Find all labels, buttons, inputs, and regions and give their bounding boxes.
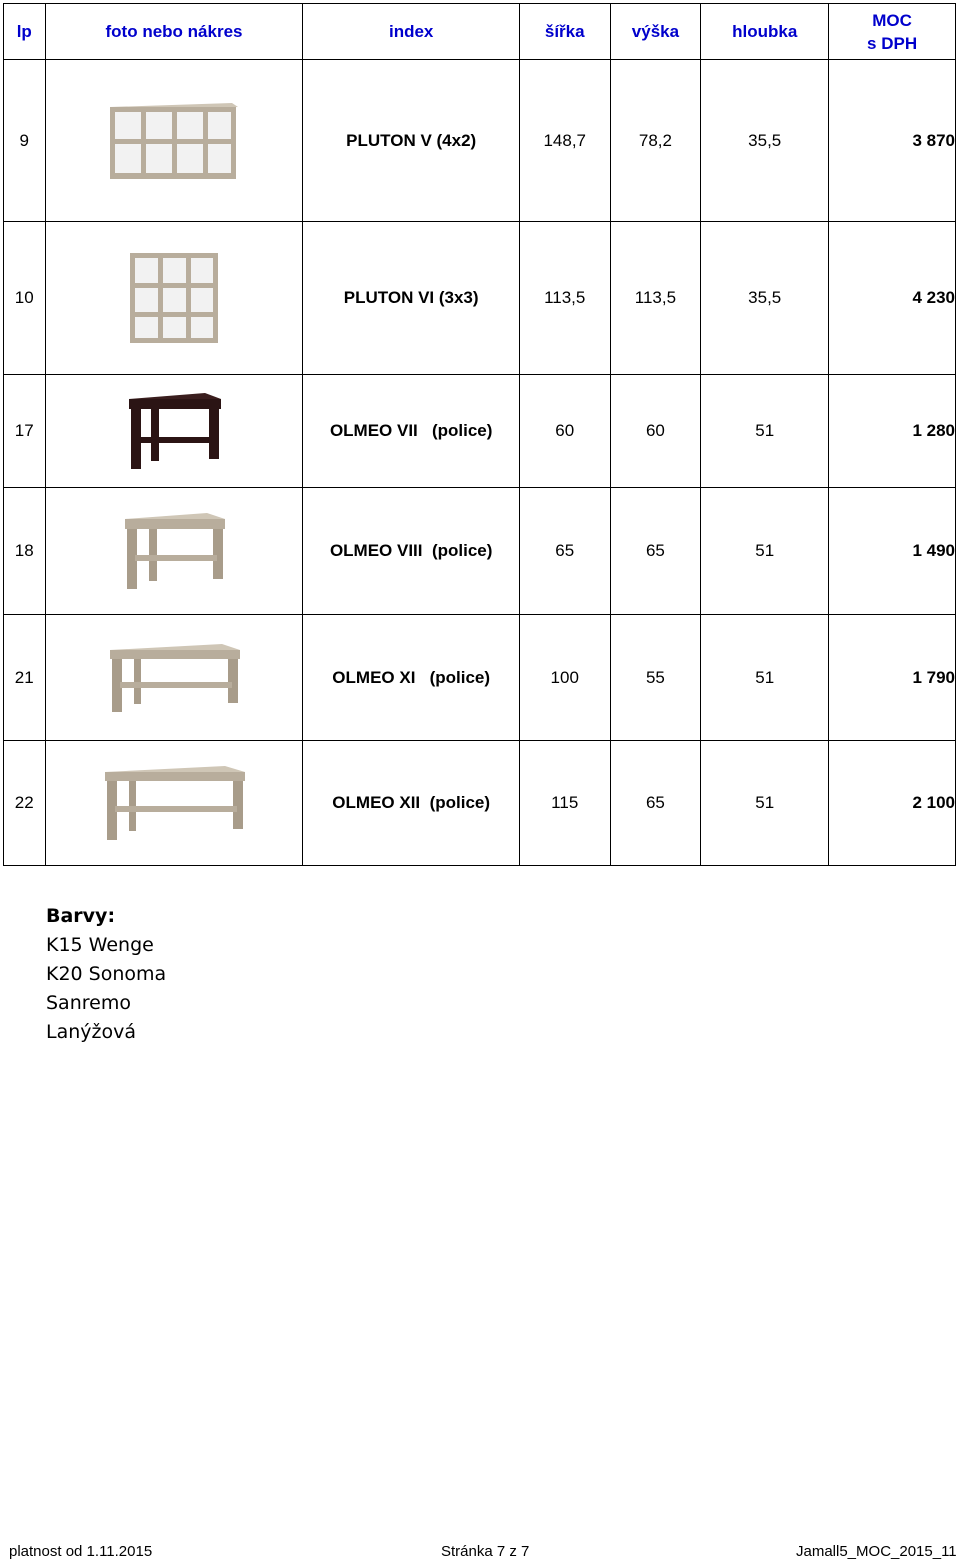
table-row bbox=[4, 375, 956, 488]
index-name: OLMEO XI bbox=[332, 667, 416, 687]
index-name: OLMEO XII bbox=[332, 793, 421, 812]
header-row bbox=[4, 4, 956, 60]
sonoma-coffee-table-icon bbox=[106, 642, 242, 714]
index-suffix: (police) bbox=[431, 541, 493, 560]
cell-lp: 17 bbox=[4, 375, 46, 488]
colors-heading: Barvy: bbox=[46, 905, 116, 927]
cell-index bbox=[303, 488, 519, 615]
cell-lp: 18 bbox=[4, 488, 46, 615]
index-name: OLMEO VII bbox=[329, 421, 418, 440]
cell-width: 115 bbox=[519, 741, 610, 866]
wenge-table-icon bbox=[125, 391, 223, 471]
cell-width: 100 bbox=[519, 615, 610, 741]
cell-depth: 35,5 bbox=[701, 60, 829, 222]
cell-photo bbox=[45, 488, 303, 615]
cell-price: 1 280 bbox=[829, 375, 956, 488]
header-index: index bbox=[303, 4, 519, 60]
cell-lp: 22 bbox=[4, 741, 46, 866]
footer-code: Jamall5_MOC_2015_11 bbox=[796, 1543, 957, 1560]
color-item: Lanýžová bbox=[46, 1021, 136, 1043]
cell-price: 4 230 bbox=[829, 222, 956, 375]
footer-validity: platnost od 1.11.2015 bbox=[9, 1543, 153, 1560]
header-lp: lp bbox=[4, 4, 46, 60]
sonoma-small-table-icon bbox=[121, 511, 227, 591]
header-depth: hloubka bbox=[701, 4, 829, 60]
header-moc bbox=[829, 4, 956, 60]
colors-list bbox=[46, 902, 166, 1047]
cell-index: PLUTON VI (3x3) bbox=[303, 222, 519, 375]
footer-page: Stránka 7 z 7 bbox=[441, 1543, 530, 1560]
shelf-4x2-icon bbox=[108, 101, 240, 181]
color-item: K20 Sonoma bbox=[46, 963, 167, 985]
cell-photo bbox=[45, 375, 303, 488]
cell-height: 113,5 bbox=[610, 222, 701, 375]
header-photo: foto nebo nákres bbox=[45, 4, 303, 60]
cell-photo bbox=[45, 60, 303, 222]
table-row bbox=[4, 615, 956, 741]
cell-depth: 51 bbox=[701, 375, 829, 488]
cell-photo bbox=[45, 741, 303, 866]
cell-lp: 10 bbox=[4, 222, 46, 375]
cell-price: 1 790 bbox=[829, 615, 956, 741]
cell-price: 3 870 bbox=[829, 60, 956, 222]
cell-depth: 51 bbox=[701, 488, 829, 615]
cell-height: 65 bbox=[610, 488, 701, 615]
color-item: K15 Wenge bbox=[46, 934, 154, 956]
cell-price: 2 100 bbox=[829, 741, 956, 866]
table-row bbox=[4, 488, 956, 615]
cell-height: 55 bbox=[610, 615, 701, 741]
header-moc-line1: MOC bbox=[872, 10, 912, 30]
table-row bbox=[4, 741, 956, 866]
cell-height: 60 bbox=[610, 375, 701, 488]
cell-photo bbox=[45, 615, 303, 741]
color-item: Sanremo bbox=[46, 992, 131, 1014]
header-moc-line2: s DPH bbox=[867, 33, 918, 53]
cell-index bbox=[303, 375, 519, 488]
cell-lp: 21 bbox=[4, 615, 46, 741]
table-row bbox=[4, 222, 956, 375]
cell-width: 65 bbox=[519, 488, 610, 615]
cell-height: 78,2 bbox=[610, 60, 701, 222]
cell-index bbox=[303, 615, 519, 741]
shelf-3x3-icon bbox=[128, 251, 220, 345]
cell-width: 60 bbox=[519, 375, 610, 488]
index-suffix: (police) bbox=[431, 421, 493, 440]
cell-width: 148,7 bbox=[519, 60, 610, 222]
sonoma-long-table-icon bbox=[101, 764, 247, 842]
cell-index: PLUTON V (4x2) bbox=[303, 60, 519, 222]
cell-height: 65 bbox=[610, 741, 701, 866]
index-suffix: (police) bbox=[429, 793, 491, 812]
cell-photo bbox=[45, 222, 303, 375]
header-width: šířka bbox=[519, 4, 610, 60]
header-height: výška bbox=[610, 4, 701, 60]
cell-depth: 51 bbox=[701, 615, 829, 741]
cell-lp: 9 bbox=[4, 60, 46, 222]
table-row bbox=[4, 60, 956, 222]
price-table bbox=[3, 3, 956, 866]
cell-price: 1 490 bbox=[829, 488, 956, 615]
cell-depth: 51 bbox=[701, 741, 829, 866]
cell-width: 113,5 bbox=[519, 222, 610, 375]
index-name: OLMEO VIII bbox=[329, 541, 423, 560]
cell-depth: 35,5 bbox=[701, 222, 829, 375]
index-suffix: (police) bbox=[429, 667, 491, 687]
cell-index bbox=[303, 741, 519, 866]
